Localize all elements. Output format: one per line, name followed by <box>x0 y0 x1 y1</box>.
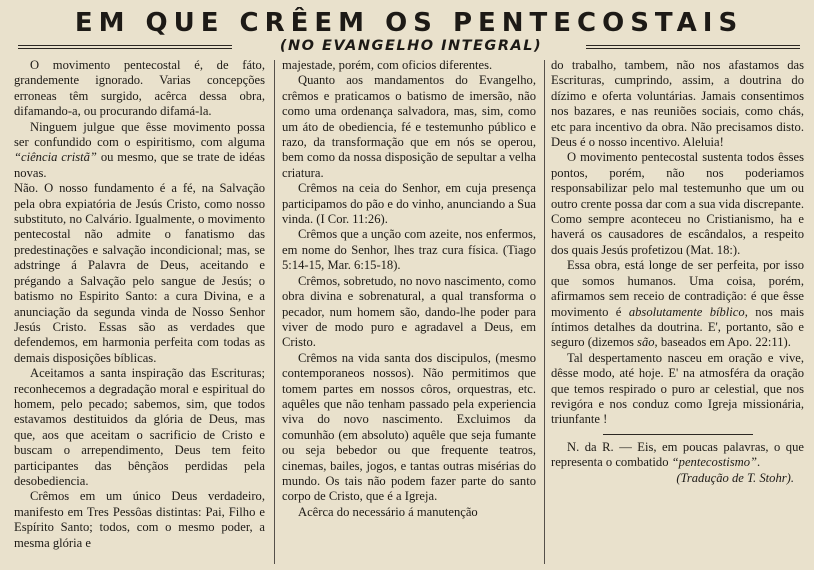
paragraph: O movimento pentecostal é, de fáto, grandemente ignorado. Varias concepções erroneas têm surgido, acêrca dessa obra, difamando-a, ou procurando difamá-la. <box>14 58 265 119</box>
paragraph: Não. O nosso fundamento é a fé, na Salvação pela obra expiatória de Jesús Cristo, como nosso substituto, no Calvário. Igualmente, o movimento pentecostal não admite o fanatismo das predestinações e salvação incondicional; mas, se adstringe á Palavra de Deus, aceitando e prégando a Salvação pelo sangue de Jesús; o batismo no Espirito Santo: a cura Divina, e a anunciação da segunda vinda de Nosso Senhor Jesús Cristo. Essas são as verdades que defendemos, em harmonia perfeita com todas as demais disposições bíblicas. <box>14 181 265 365</box>
paragraph: Crêmos em um único Deus verdadeiro, manifesto em Tres Pessôas distintas: Pai, Filho e Espírito Santo; todos, com o mesmo poder, a mesma glória e <box>14 489 265 550</box>
paragraph: Crêmos na ceia do Senhor, em cuja presença participamos do pão e do vinho, anunciando a Sua vinda. (I Cor. 11:26). <box>282 181 536 227</box>
italic-text: “pentecostismo” <box>671 455 758 470</box>
column-1 <box>14 58 265 564</box>
translation-credit: (Tradução de T. Stohr). <box>676 470 794 485</box>
column-divider-1 <box>274 60 275 564</box>
paragraph <box>14 120 265 182</box>
paragraph: Crêmos na vida santa dos discipulos, (mesmo contemporaneos nossos). Não permitimos que tomem partes em nossos côros, orquestras, etc. aquêles que não tenham passado pela experiencia viva do novo nascimento. Excluimos da comunhão (em absoluto) aquêle que seja fumante ou seja bebedor ou que frequente teatros, cinemas, bailes, jogos, e tantas outras misérias do mundo. Os tais não podem fazer parte do santo corpo de Cristo, que é a Igreja. <box>282 350 536 504</box>
paragraph: Aceitamos a santa inspiração das Escrituras; reconhecemos a degradação moral e espiritual do homem, pelo pecado; sabemos, sim, que todos estavamos destituidos da glória de Deus, mas que, aos que aceitam o sacrificio de Cristo e buscam o arrependimento, Deus tem feito participantes das bênçãos perdidas pela desobediencia. <box>14 366 265 488</box>
page-title: EM QUE CRÊEM OS PENTECOSTAIS <box>74 8 744 38</box>
divider-right <box>586 45 800 49</box>
paragraph: Tal despertamento nasceu em oração e vive, dêsse modo, até hoje. E' na atmosféra da oração que temos respirado o puro ar celestial, que nos revigóra e nos conduz como Igreja missionária, triunfante ! <box>551 350 804 427</box>
section-divider <box>603 434 753 435</box>
paragraph: do trabalho, tambem, não nos afastamos das Escrituras, cumprindo, assim, a doutrina do dízimo e oferta voluntárias. Jamais consentimos nos bazares, e nas reuniões sociais, como chás, etc para incentivo da obra. Não precisamos disto. Deus é o nosso incentivo. Aleluia! <box>551 58 804 150</box>
paragraph: O movimento pentecostal sustenta todos êsses pontos, porém, não nos poderiamos responsabilizar pelo mal testemunho que um ou outro crente possa dar com a sua vida discrepante. Como sempre aconteceu no Cristianismo, ha e haverá os causadores de escândalos, a respeito dos quais Jesús profetizou (Mat. 18:). <box>551 150 804 257</box>
editor-note <box>551 440 804 471</box>
text-run: Ninguem julgue que êsse movimento possa ser confundido com o espiritismo, com alguma <box>14 119 265 150</box>
paragraph: Quanto aos mandamentos do Evangelho, crêmos e praticamos o batismo de imersão, não como uma ordenança salvadora, mas, sim, como um áto de obediencia, fé e testemunho público e razo, da transformação que em nós se operou, bem como da nossa disposição de sepultar a velha criatura. <box>282 73 536 180</box>
paragraph: Crêmos, sobretudo, no novo nascimento, como obra divina e sobrenatural, a qual transforma o pecador, num homem são, dando-lhe poder para viver de modo puro e agradavel a Deus, em Cristo. <box>282 273 536 350</box>
divider-left <box>18 45 232 49</box>
italic-text: “ciência cristã” <box>14 150 97 165</box>
text-run: ou mesmo, que se trate de idéas novas. <box>14 150 265 180</box>
text-run: N. da R. — Eis, em poucas palavras, o que representa o combatido <box>551 439 804 470</box>
paragraph: Crêmos que a unção com azeite, nos enfermos, em nome do Senhor, lhes traz cura física. (Tiago 5:14-15, Mar. 6:15-18). <box>282 227 536 273</box>
text-run: , baseados em Apo. 22:11). <box>654 335 791 350</box>
paragraph: Acêrca do necessário á manutenção <box>298 504 478 519</box>
subtitle-row <box>14 36 804 56</box>
paragraph: majestade, porém, com oficios diferentes. <box>282 58 493 72</box>
column-2 <box>282 58 536 564</box>
column-3 <box>551 58 804 564</box>
text-run: . <box>757 455 761 470</box>
page-subtitle: (NO EVANGELHO INTEGRAL) <box>279 38 543 54</box>
text-run: Essa obra, está longe de ser perfeita, por isso que somos humanos. Uma coisa, porém, afirmamos sem receio de contradição: é que êsse movimento é <box>551 258 804 319</box>
column-divider-2 <box>544 60 545 564</box>
italic-text: são <box>637 335 655 350</box>
paragraph <box>551 258 804 350</box>
italic-text: absolutamente bíblico <box>628 304 745 319</box>
text-run: , nos mais íntimos detalhes da doutrina. E', portanto, são e seguro (dizemos <box>551 304 804 350</box>
